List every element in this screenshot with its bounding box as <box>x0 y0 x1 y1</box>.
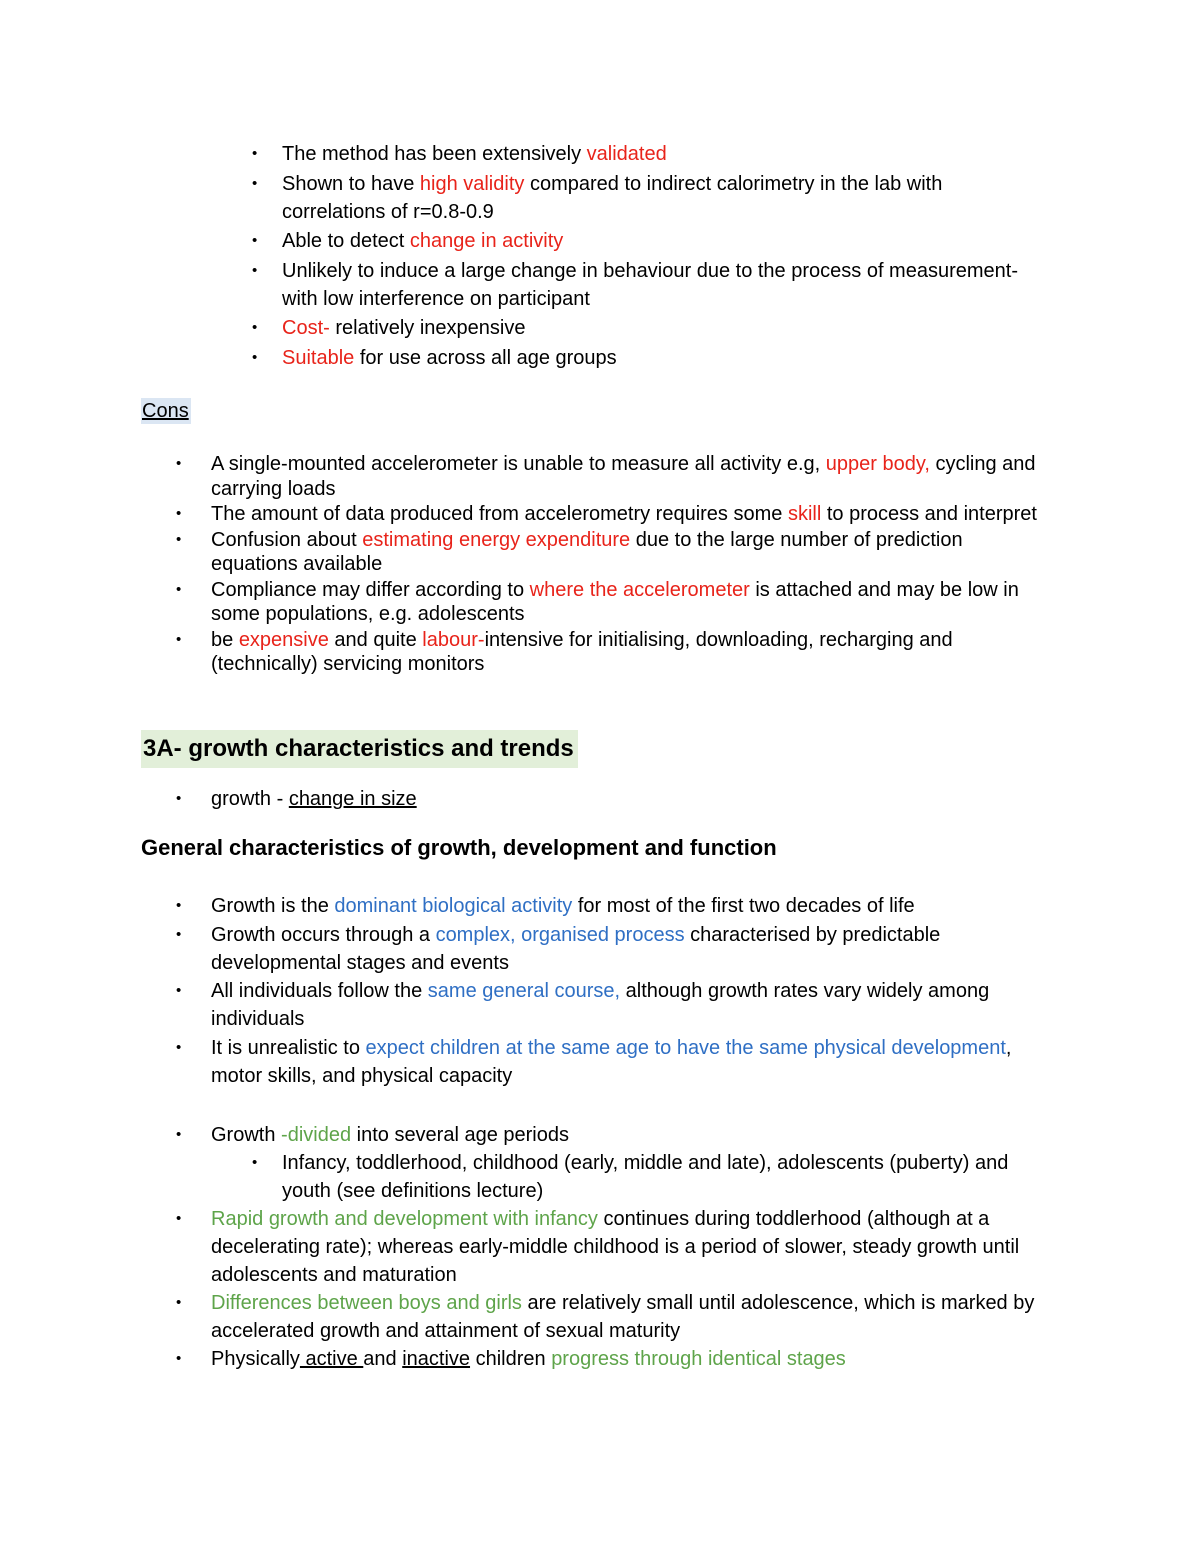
list-item <box>176 1121 1061 1205</box>
item-text: intensive for initialising, downloading, recharging and (technically) servicing monitors <box>211 628 953 675</box>
highlighted-text: expect children at the same age to have the same physical development <box>365 1036 1006 1059</box>
bullet-icon: • <box>252 232 258 249</box>
list-item <box>176 1289 1061 1345</box>
age-periods-nested-list <box>252 1149 1061 1205</box>
item-text: and <box>363 1348 403 1370</box>
bullet-icon: • <box>176 1126 182 1143</box>
highlighted-text: complex, organised process <box>435 923 685 946</box>
bullet-icon: • <box>176 1294 182 1311</box>
item-text: to process and interpret <box>821 503 1037 525</box>
underlined-text: change in size <box>288 788 417 810</box>
bullet-icon: • <box>176 455 182 472</box>
item-text: for most of the first two decades of life <box>572 895 915 917</box>
list-item <box>176 1205 1061 1289</box>
bullet-icon: • <box>176 790 182 807</box>
bullet-icon: • <box>252 1154 258 1171</box>
growth-definition-list <box>176 785 1041 813</box>
item-text: Growth occurs through a <box>211 923 436 946</box>
item-text: Compliance may differ according to <box>211 578 530 601</box>
item-text: continues during toddlerhood (although at a decelerating rate); whereas early-middle childhood is a period of slower, steady growth until adolescents and maturation <box>211 1208 1020 1286</box>
item-text: Unlikely to induce a large change in behaviour due to the process of measurement- with low interference on participant <box>282 259 1018 310</box>
list-item <box>176 921 1061 977</box>
highlighted-text: Suitable <box>282 346 355 369</box>
item-text: although growth rates vary widely among individuals <box>211 980 990 1030</box>
list-item <box>176 785 1041 813</box>
item-text: for use across all age groups <box>354 346 617 369</box>
highlighted-text: validated <box>586 143 667 165</box>
bullet-icon: • <box>252 319 258 336</box>
item-text: relatively inexpensive <box>329 317 526 339</box>
list-item <box>252 314 1042 342</box>
bullet-icon: • <box>176 1038 182 1056</box>
item-text: growth - <box>211 788 289 810</box>
highlighted-text: upper body, <box>825 453 930 475</box>
bullet-icon: • <box>252 145 258 162</box>
list-item <box>176 1034 1061 1090</box>
bullet-icon: • <box>176 505 182 522</box>
list-item <box>176 892 1061 920</box>
underlined-text: active <box>299 1348 364 1370</box>
highlighted-text: same general course, <box>427 980 621 1002</box>
bullet-icon: • <box>176 630 182 648</box>
highlighted-text: estimating energy expenditure <box>362 528 631 551</box>
list-item <box>176 977 1061 1033</box>
item-text: Physically <box>211 1348 300 1370</box>
highlighted-text: -divided <box>281 1124 352 1146</box>
subsection-title: General characteristics of growth, development and function <box>141 835 777 860</box>
list-item <box>252 140 1042 168</box>
item-text: , motor skills, and physical capacity <box>211 1036 1012 1087</box>
highlighted-text: labour- <box>422 628 485 651</box>
highlighted-text: dominant biological activity <box>334 895 573 917</box>
bullet-icon: • <box>176 897 182 914</box>
item-text: It is unrealistic to <box>211 1036 366 1059</box>
item-text: Infancy, toddlerhood, childhood (early, middle and late), adolescents (puberty) and youth (see definitions lecture) <box>282 1152 1009 1202</box>
item-text: Shown to have <box>282 172 420 195</box>
item-text: compared to indirect calorimetry in the lab with correlations of r=0.8-0.9 <box>282 172 943 223</box>
item-text: is attached and may be low in some populations, e.g. adolescents <box>211 578 1019 625</box>
list-item <box>252 227 1042 255</box>
item-text: Growth <box>211 1124 282 1146</box>
highlighted-text: expensive <box>238 628 329 651</box>
highlighted-text: progress through identical stages <box>551 1348 846 1370</box>
item-text: into several age periods <box>351 1124 569 1146</box>
item-text: The amount of data produced from accelerometry requires some <box>211 503 788 525</box>
section-title: 3A- growth characteristics and trends <box>141 730 578 768</box>
list-item <box>176 452 1041 501</box>
bullet-icon: • <box>176 982 182 999</box>
highlighted-text: Differences between boys and girls <box>211 1292 522 1314</box>
general-characteristics-list <box>176 892 1061 1090</box>
list-item <box>252 1149 1061 1205</box>
bullet-icon: • <box>176 530 182 548</box>
highlighted-text: where the accelerometer <box>529 578 750 601</box>
item-text: All individuals follow the <box>211 980 428 1002</box>
list-item <box>252 344 1042 372</box>
bullet-icon: • <box>176 580 182 598</box>
highlighted-text: Rapid growth and development with infancy <box>211 1208 598 1230</box>
bullet-icon: • <box>252 261 258 279</box>
item-text: children <box>470 1348 552 1370</box>
list-item <box>176 578 1041 627</box>
item-text: are relatively small until adolescence, which is marked by accelerated growth and attainment of sexual maturity <box>211 1292 1035 1342</box>
highlighted-text: high validity <box>419 172 525 195</box>
item-text: and quite <box>328 628 423 651</box>
cons-list <box>176 452 1041 678</box>
highlighted-text: Cost- <box>282 317 330 339</box>
item-text: due to the large number of prediction equations available <box>211 528 963 575</box>
item-text: A single-mounted accelerometer is unable to measure all activity e.g, <box>211 453 826 475</box>
age-periods-list <box>176 1121 1061 1373</box>
item-text: cycling and carrying loads <box>211 453 1036 500</box>
bullet-icon: • <box>252 348 258 366</box>
bullet-icon: • <box>252 174 258 192</box>
bullet-icon: • <box>176 1350 182 1367</box>
bullet-icon: • <box>176 925 182 943</box>
list-item <box>252 257 1042 313</box>
highlighted-text: change in activity <box>409 230 564 252</box>
list-item <box>176 528 1041 577</box>
pros-list <box>252 140 1042 373</box>
list-item <box>176 1345 1061 1373</box>
highlighted-text: skill <box>787 503 822 525</box>
list-item <box>252 170 1042 226</box>
item-text: Confusion about <box>211 528 363 551</box>
item-text: be <box>211 628 239 651</box>
item-text: Growth is the <box>211 895 335 917</box>
list-item <box>176 502 1041 527</box>
underlined-text: inactive <box>402 1348 471 1370</box>
item-text: The method has been extensively <box>282 143 587 165</box>
item-text: Able to detect <box>282 230 410 252</box>
list-item <box>176 628 1041 677</box>
item-text: characterised by predictable developmental stages and events <box>211 923 941 974</box>
cons-heading: Cons <box>142 400 189 422</box>
bullet-icon: • <box>176 1210 182 1227</box>
